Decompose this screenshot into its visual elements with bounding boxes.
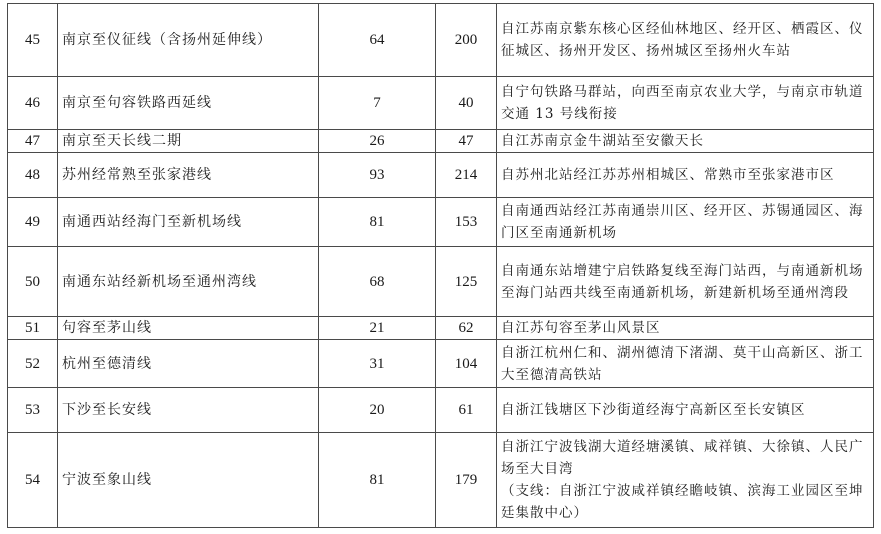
table-row [8, 317, 874, 340]
line-length: 68 [319, 247, 436, 317]
row-number: 52 [8, 340, 58, 388]
line-length: 81 [319, 433, 436, 528]
table-row [8, 340, 874, 388]
row-number: 50 [8, 247, 58, 317]
line-name: 南通西站经海门至新机场线 [58, 198, 319, 247]
table-row [8, 247, 874, 317]
line-name: 句容至茅山线 [58, 317, 319, 340]
table-row [8, 153, 874, 198]
line-investment: 153 [436, 198, 497, 247]
line-length: 31 [319, 340, 436, 388]
route-description: 自宁句铁路马群站，向西至南京农业大学，与南京市轨道交通 13 号线衔接 [497, 77, 874, 130]
line-length: 26 [319, 130, 436, 153]
railway-projects-table [7, 3, 874, 528]
row-number: 47 [8, 130, 58, 153]
route-description: 自浙江杭州仁和、湖州德清下渚湖、莫干山高新区、浙工大至德清高铁站 [497, 340, 874, 388]
route-description: 自浙江宁波钱湖大道经塘溪镇、咸祥镇、大徐镇、人民广场至大目湾 （支线：自浙江宁波咸祥镇经瞻岐镇、滨海工业园区至坤廷集散中心） [497, 433, 874, 528]
line-name: 南通东站经新机场至通州湾线 [58, 247, 319, 317]
route-description: 自苏州北站经江苏苏州相城区、常熟市至张家港市区 [497, 153, 874, 198]
line-investment: 40 [436, 77, 497, 130]
line-length: 93 [319, 153, 436, 198]
row-number: 49 [8, 198, 58, 247]
line-name: 杭州至德清线 [58, 340, 319, 388]
table-row [8, 433, 874, 528]
table-row [8, 77, 874, 130]
table-row [8, 388, 874, 433]
line-length: 21 [319, 317, 436, 340]
line-investment: 200 [436, 4, 497, 77]
row-number: 51 [8, 317, 58, 340]
line-length: 20 [319, 388, 436, 433]
route-description: 自江苏南京紫东核心区经仙林地区、经开区、栖霞区、仪征城区、扬州开发区、扬州城区至扬州火车站 [497, 4, 874, 77]
line-length: 81 [319, 198, 436, 247]
line-name: 南京至句容铁路西延线 [58, 77, 319, 130]
table-body [8, 4, 874, 528]
route-description: 自南通东站增建宁启铁路复线至海门站西，与南通新机场至海门站西共线至南通新机场，新建新机场至通州湾段 [497, 247, 874, 317]
line-investment: 62 [436, 317, 497, 340]
line-name: 苏州经常熟至张家港线 [58, 153, 319, 198]
line-name: 南京至天长线二期 [58, 130, 319, 153]
route-description: 自江苏句容至茅山风景区 [497, 317, 874, 340]
row-number: 45 [8, 4, 58, 77]
table-row [8, 130, 874, 153]
line-investment: 104 [436, 340, 497, 388]
line-name: 南京至仪征线（含扬州延伸线） [58, 4, 319, 77]
route-description: 自浙江钱塘区下沙街道经海宁高新区至长安镇区 [497, 388, 874, 433]
line-investment: 61 [436, 388, 497, 433]
line-name: 宁波至象山线 [58, 433, 319, 528]
route-description: 自南通西站经江苏南通崇川区、经开区、苏锡通园区、海门区至南通新机场 [497, 198, 874, 247]
table-row [8, 198, 874, 247]
line-investment: 47 [436, 130, 497, 153]
row-number: 53 [8, 388, 58, 433]
line-length: 64 [319, 4, 436, 77]
line-investment: 214 [436, 153, 497, 198]
line-investment: 179 [436, 433, 497, 528]
line-length: 7 [319, 77, 436, 130]
table-row [8, 4, 874, 77]
row-number: 46 [8, 77, 58, 130]
line-name: 下沙至长安线 [58, 388, 319, 433]
row-number: 54 [8, 433, 58, 528]
row-number: 48 [8, 153, 58, 198]
route-description: 自江苏南京金牛湖站至安徽天长 [497, 130, 874, 153]
line-investment: 125 [436, 247, 497, 317]
